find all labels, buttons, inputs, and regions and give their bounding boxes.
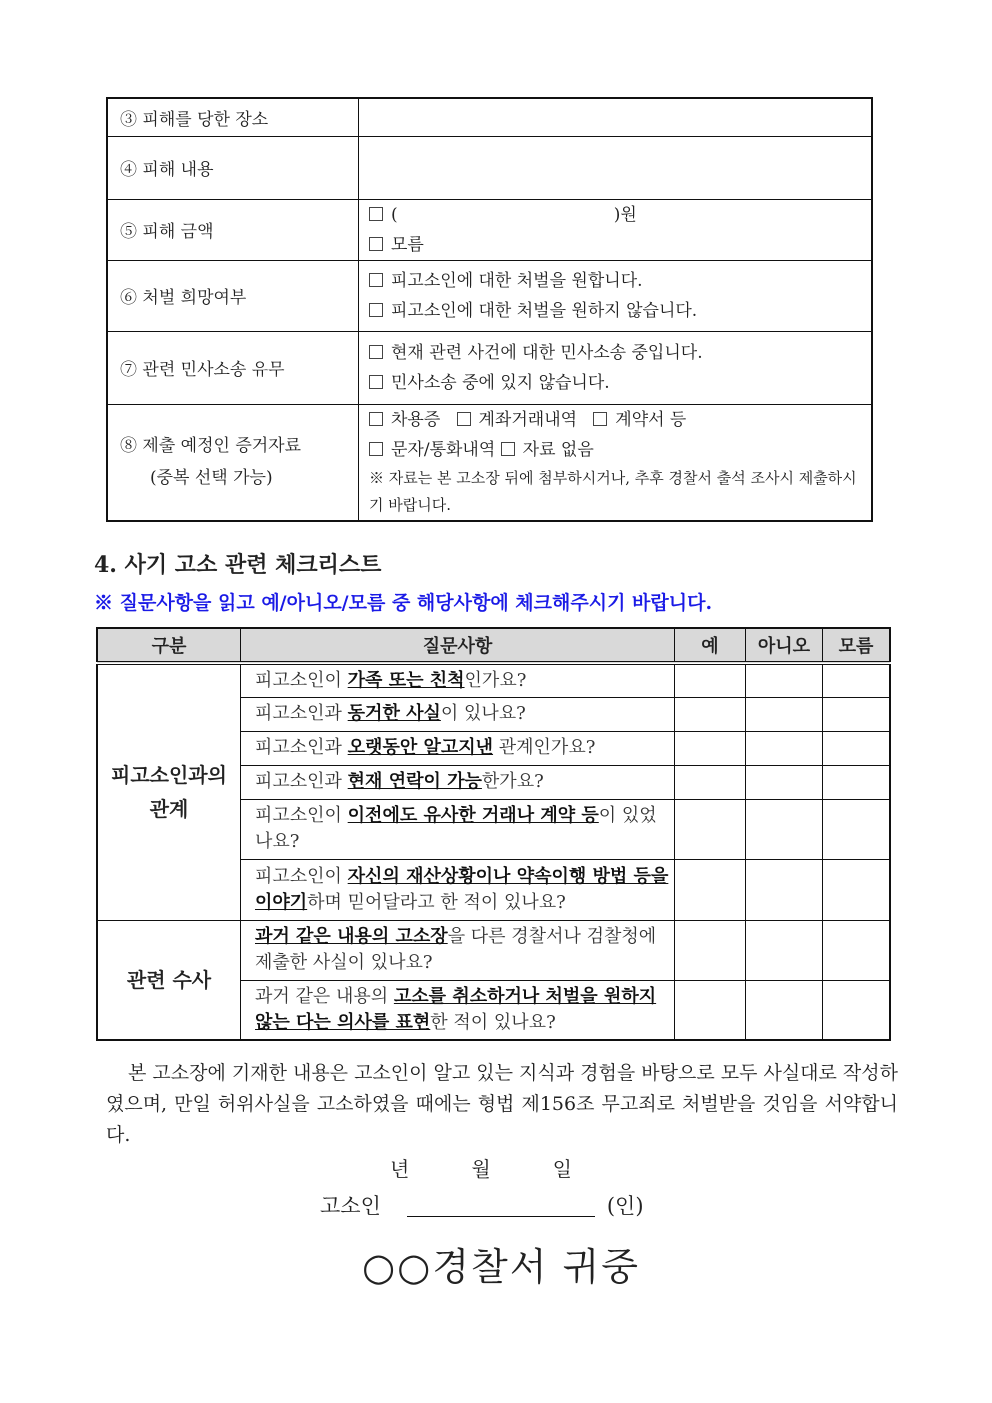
unknown-option[interactable] bbox=[369, 230, 861, 260]
label-punishment: ⑥ 처벌 희망여부 bbox=[107, 260, 359, 331]
signature-field[interactable] bbox=[407, 1216, 595, 1217]
question-emphasis: 동거한 사실 bbox=[347, 703, 441, 724]
checkbox-icon[interactable] bbox=[369, 412, 383, 426]
checkbox-icon[interactable] bbox=[501, 442, 515, 456]
question-text: 피고소인과 bbox=[255, 737, 348, 758]
category-cell: 피고소인과의 관계 bbox=[97, 663, 241, 920]
header-unknown: 모름 bbox=[823, 628, 891, 663]
question-cell bbox=[241, 980, 675, 1040]
question-text: 하며 믿어달라고 한 적이 있나요? bbox=[307, 891, 566, 913]
answer-no-cell[interactable] bbox=[746, 697, 823, 731]
question-text: 한가요? bbox=[481, 771, 544, 792]
question-text: 인가요? bbox=[464, 669, 527, 691]
answer-no-cell[interactable] bbox=[746, 731, 823, 765]
answer-yes-cell[interactable] bbox=[675, 731, 746, 765]
label-amount: ⑤ 피해 금액 bbox=[107, 199, 359, 260]
label-evidence bbox=[107, 404, 359, 521]
checkbox-icon[interactable] bbox=[369, 303, 383, 317]
checkbox-icon[interactable] bbox=[369, 345, 383, 359]
question-text: 피고소인과 bbox=[255, 703, 348, 724]
label-civil-suit: ⑦ 관련 민사소송 유무 bbox=[107, 331, 359, 404]
option-label: 현재 관련 사건에 대한 민사소송 중입니다. bbox=[391, 342, 703, 363]
checkbox-icon[interactable] bbox=[457, 412, 471, 426]
header-yes: 예 bbox=[675, 628, 746, 663]
checkbox-icon[interactable] bbox=[593, 412, 607, 426]
question-cell bbox=[241, 765, 675, 799]
punish-no-option[interactable] bbox=[369, 296, 861, 326]
instruction-text: ※ 질문사항을 읽고 예/아니오/모름 중 해당사항에 체크해주시기 바랍니다. bbox=[94, 592, 713, 614]
checklist-table bbox=[96, 627, 891, 1041]
answer-yes-cell[interactable] bbox=[675, 663, 746, 697]
evidence-option-none[interactable] bbox=[501, 440, 594, 460]
complainant-label: 고소인 bbox=[320, 1194, 381, 1218]
answer-yes-cell[interactable] bbox=[675, 765, 746, 799]
question-text: 과거 같은 내용의 bbox=[255, 985, 394, 1007]
option-label: 민사소송 중에 있지 않습니다. bbox=[391, 372, 610, 393]
question-cell bbox=[241, 859, 675, 920]
evidence-note: ※ 자료는 본 고소장 뒤에 첨부하시거나, 추후 경찰서 출석 조사시 제출하시기 바랍니다. bbox=[369, 469, 857, 515]
option-label: 자료 없음 bbox=[522, 440, 594, 461]
answer-no-cell[interactable] bbox=[746, 663, 823, 697]
declaration-text: 본 고소장에 기재한 내용은 고소인이 알고 있는 지식과 경험을 바탕으로 모두 사실대로 작성하였으며, 만일 허위사실을 고소하였을 때에는 형법 제156조 무고죄로 처벌받을 것임을 서약합니다. bbox=[106, 1062, 898, 1146]
question-text: 피고소인이 bbox=[255, 865, 348, 887]
option-label: 계좌거래내역 bbox=[478, 410, 578, 431]
complaint-form-table bbox=[106, 97, 873, 522]
checkbox-icon[interactable] bbox=[369, 442, 383, 456]
option-label: 차용증 bbox=[391, 410, 441, 431]
option-label: 문자/통화내역 bbox=[391, 440, 496, 461]
question-cell bbox=[241, 697, 675, 731]
answer-unknown-cell[interactable] bbox=[823, 697, 891, 731]
answer-no-cell[interactable] bbox=[746, 765, 823, 799]
answer-unknown-cell[interactable] bbox=[823, 731, 891, 765]
checkbox-icon[interactable] bbox=[369, 207, 383, 221]
answer-unknown-cell[interactable] bbox=[823, 980, 891, 1040]
header-category: 구분 bbox=[97, 628, 241, 663]
question-emphasis: 고소를 취소하거나 처벌을 원하지 않는 다는 의사를 표현 bbox=[255, 985, 657, 1033]
checkbox-icon[interactable] bbox=[369, 237, 383, 251]
answer-yes-cell[interactable] bbox=[675, 799, 746, 859]
answer-no-cell[interactable] bbox=[746, 920, 823, 980]
amount-option[interactable] bbox=[369, 200, 861, 230]
question-emphasis: 과거 같은 내용의 고소장 bbox=[255, 926, 448, 947]
place-field[interactable] bbox=[359, 98, 873, 136]
unknown-label: 모름 bbox=[391, 234, 424, 255]
evidence-sublabel: (중복 선택 가능) bbox=[150, 468, 273, 489]
label-content: ④ 피해 내용 bbox=[107, 136, 359, 199]
option-label: 피고소인에 대한 처벌을 원합니다. bbox=[391, 270, 643, 291]
signature-line bbox=[320, 1190, 644, 1220]
evidence-option-messages[interactable] bbox=[369, 440, 495, 460]
question-emphasis: 가족 또는 친척 bbox=[347, 669, 465, 691]
table-row bbox=[97, 920, 890, 980]
answer-no-cell[interactable] bbox=[746, 799, 823, 859]
question-cell bbox=[241, 799, 675, 859]
answer-yes-cell[interactable] bbox=[675, 980, 746, 1040]
answer-yes-cell[interactable] bbox=[675, 920, 746, 980]
question-cell bbox=[241, 920, 675, 980]
civil-yes-option[interactable] bbox=[369, 338, 861, 368]
answer-yes-cell[interactable] bbox=[675, 697, 746, 731]
answer-unknown-cell[interactable] bbox=[823, 859, 891, 920]
question-text: 이 있나요? bbox=[440, 703, 526, 724]
addressee: ○○경찰서 귀중 bbox=[362, 1245, 640, 1289]
evidence-option-bank[interactable] bbox=[457, 410, 578, 430]
question-text: 을 다른 경찰서나 검찰청에 제출한 사실이 있나요? bbox=[255, 926, 657, 973]
answer-unknown-cell[interactable] bbox=[823, 663, 891, 697]
question-cell bbox=[241, 731, 675, 765]
question-text: 이 있었나요? bbox=[255, 805, 657, 852]
answer-no-cell[interactable] bbox=[746, 859, 823, 920]
punish-yes-option[interactable] bbox=[369, 266, 861, 296]
answer-unknown-cell[interactable] bbox=[823, 920, 891, 980]
category-cell: 관련 수사 bbox=[97, 920, 241, 1040]
evidence-label: ⑧ 제출 예정인 증거자료 bbox=[120, 436, 302, 457]
answer-no-cell[interactable] bbox=[746, 980, 823, 1040]
checkbox-icon[interactable] bbox=[369, 375, 383, 389]
day-label: 일 bbox=[552, 1157, 572, 1181]
year-label: 년 bbox=[390, 1157, 410, 1181]
content-field[interactable] bbox=[359, 136, 873, 199]
evidence-option-loan[interactable] bbox=[369, 410, 440, 430]
checkbox-icon[interactable] bbox=[369, 273, 383, 287]
month-label: 월 bbox=[471, 1157, 491, 1181]
civil-no-option[interactable] bbox=[369, 368, 861, 398]
date-line bbox=[390, 1153, 634, 1182]
section-title: 4. 사기 고소 관련 체크리스트 bbox=[94, 552, 382, 578]
answer-yes-cell[interactable] bbox=[675, 859, 746, 920]
question-emphasis: 현재 연락이 가능 bbox=[347, 771, 482, 792]
question-text: 피고소인이 bbox=[255, 805, 348, 826]
option-label: 계약서 등 bbox=[615, 410, 687, 431]
question-emphasis: 이전에도 유사한 거래나 계약 등 bbox=[347, 805, 599, 826]
table-row bbox=[97, 663, 890, 697]
question-cell bbox=[241, 663, 675, 697]
question-text: 관계인가요? bbox=[493, 737, 596, 758]
answer-unknown-cell[interactable] bbox=[823, 799, 891, 859]
option-label: 피고소인에 대한 처벌을 원하지 않습니다. bbox=[391, 300, 698, 321]
label-place: ③ 피해를 당한 장소 bbox=[107, 98, 359, 136]
seal-label: (인) bbox=[606, 1194, 644, 1218]
question-text: 피고소인과 bbox=[255, 771, 348, 792]
question-emphasis: 자신의 재산상황이나 약속이행 방법 등을 이야기 bbox=[255, 865, 669, 913]
evidence-option-contract[interactable] bbox=[593, 410, 686, 430]
question-emphasis: 오랫동안 알고지낸 bbox=[347, 737, 494, 758]
header-no: 아니오 bbox=[746, 628, 823, 663]
question-text: 피고소인이 bbox=[255, 669, 348, 691]
answer-unknown-cell[interactable] bbox=[823, 765, 891, 799]
amount-label: ( )원 bbox=[391, 204, 637, 225]
question-text: 한 적이 있나요? bbox=[430, 1011, 556, 1033]
header-question: 질문사항 bbox=[241, 628, 675, 663]
